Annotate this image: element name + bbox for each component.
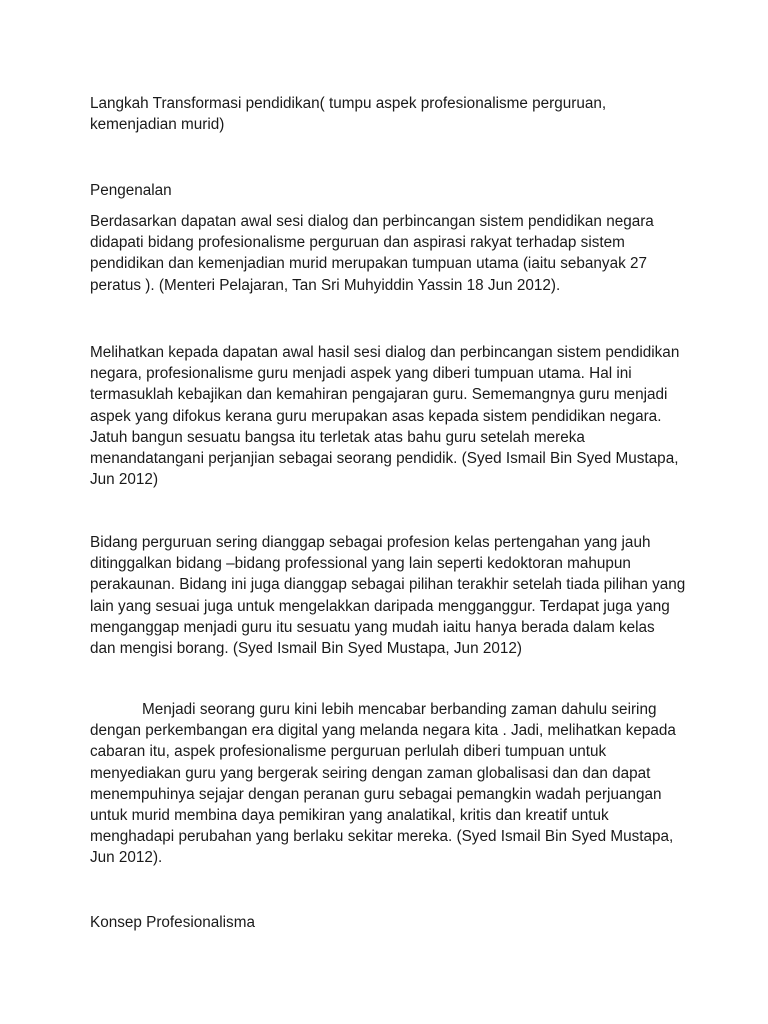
paragraph-4: Menjadi seorang guru kini lebih mencabar berbanding zaman dahulu seiring dengan perkembangan era digital yang melanda negara kita . Jadi, melihatkan kepada cabaran itu, aspek profesionalisme perguruan perlulah diberi tumpuan untuk menyediakan guru yang bergerak seiring dengan zaman globalisasi dan dan dapat menempuhinya sejajar dengan peranan guru sebagai pemangkin wadah perjuangan untuk murid membina daya pemikiran yang analatikal, kritis dan kreatif untuk menghadapi perubahan yang berlaku sekitar mereka. (Syed Ismail Bin Syed Mustapa, Jun 2012). [90, 701, 676, 867]
section-heading-konsep: Konsep Profesionalisma [90, 914, 255, 931]
section-heading-pengenalan: Pengenalan [90, 182, 172, 199]
document-title: Langkah Transformasi pendidikan( tumpu aspek profesionalisme perguruan, kemenjadian murid) [90, 95, 607, 134]
paragraph-3: Bidang perguruan sering dianggap sebagai profesion kelas pertengahan yang jauh ditinggalkan bidang –bidang professional yang lain seperti kedoktoran mahupun perakaunan. Bidang ini juga dianggap sebagai pilihan terakhir setelah tiada pilihan yang lain yang sesuai juga untuk mengelakkan daripada mengganggur. Terdapat juga yang menganggap menjadi guru itu sesuatu yang mudah iaitu hanya berada dalam kelas dan mengisi borang. (Syed Ismail Bin Syed Mustapa, Jun 2012) [90, 534, 686, 658]
paragraph-2: Melihatkan kepada dapatan awal hasil sesi dialog dan perbincangan sistem pendidikan negara, profesionalisme guru menjadi aspek yang diberi tumpuan utama. Hal ini termasuklah kebajikan dan kemahiran pengajaran guru. Sememangnya guru menjadi aspek yang difokus kerana guru merupakan asas kepada sistem pendidikan negara. Jatuh bangun sesuatu bangsa itu terletak atas bahu guru setelah mereka menandatangani perjanjian sebagai seorang pendidik. (Syed Ismail Bin Syed Mustapa, Jun 2012) [90, 344, 680, 489]
paragraph-1: Berdasarkan dapatan awal sesi dialog dan perbincangan sistem pendidikan negara didapati bidang profesionalisme perguruan dan aspirasi rakyat terhadap sistem pendidikan dan kemenjadian murid merupakan tumpuan utama (iaitu sebanyak 27 peratus ). (Menteri Pelajaran, Tan Sri Muhyiddin Yassin 18 Jun 2012). [90, 213, 654, 294]
